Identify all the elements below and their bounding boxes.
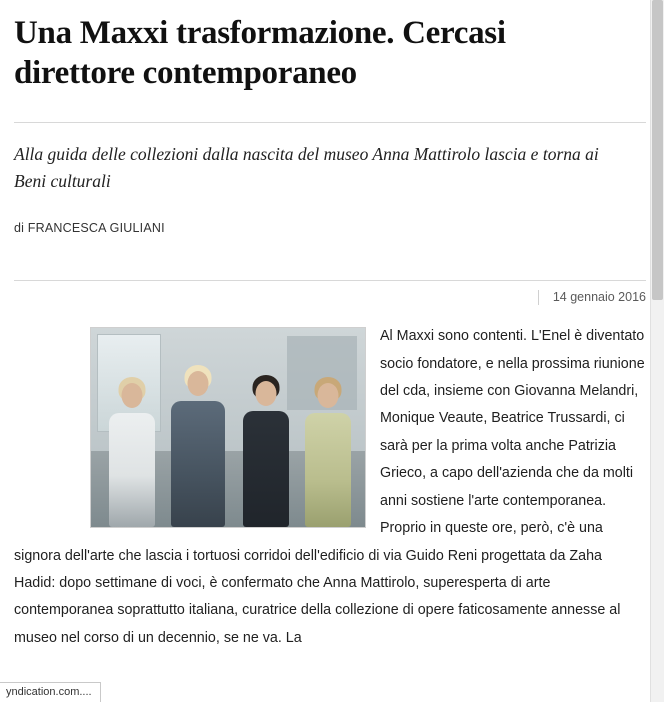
article-photo <box>90 327 366 528</box>
photo-person-1-body <box>109 413 155 527</box>
photo-person-1 <box>103 377 161 527</box>
page-scrollbar-track[interactable] <box>650 0 664 702</box>
divider-dateline <box>14 280 646 281</box>
page-scrollbar-thumb[interactable] <box>652 0 663 300</box>
article-standfirst: Alla guida delle collezioni dalla nascita del museo Anna Mattirolo lascia e torna ai Beni culturali <box>14 143 599 191</box>
photo-person-3-head <box>256 381 277 406</box>
article-body <box>14 323 646 652</box>
photo-person-4 <box>299 377 357 527</box>
page-title: Una Maxxi trasformazione. Cercasi direttore contemporaneo <box>14 15 506 91</box>
article-byline: di FRANCESCA GIULIANI <box>14 221 165 236</box>
photo-person-4-body <box>305 413 351 527</box>
photo-person-4-head <box>318 383 339 408</box>
photo-person-3-body <box>243 411 289 527</box>
photo-person-2-body <box>171 401 225 527</box>
photo-person-2 <box>165 365 231 527</box>
dateline-row <box>14 290 646 305</box>
article-paragraph: Al Maxxi sono contenti. L'Enel è diventato socio fondatore, e nella prossima riunione del cda, insieme con Giovanna Melandri, Monique Veaute, Beatrice Trussardi, ci sarà per la prima volta anche Patrizia Grieco, a capo dell'azienda che da molti anni sostiene l'arte contemporanea. Proprio in queste ore, però, c'è una signora dell'arte che lascia i tortuosi corridoi dell'edificio di via Guido Reni progettata da Zaha Hadid: dopo settimane di voci, è confermato che Anna Mattirolo, superesperta di arte contemporanea soprattutto italiana, curatrice della collezione di opere faticosamente annesse al museo nel corso di un decennio, se ne va. La <box>14 328 645 646</box>
browser-status-bar: yndication.com.... <box>0 682 101 702</box>
photo-person-3 <box>237 375 295 527</box>
photo-person-2-head <box>188 371 209 396</box>
divider-top <box>14 122 646 123</box>
article-date: 14 gennaio 2016 <box>538 290 646 305</box>
photo-person-1-head <box>122 383 143 408</box>
article-figure <box>90 327 366 528</box>
